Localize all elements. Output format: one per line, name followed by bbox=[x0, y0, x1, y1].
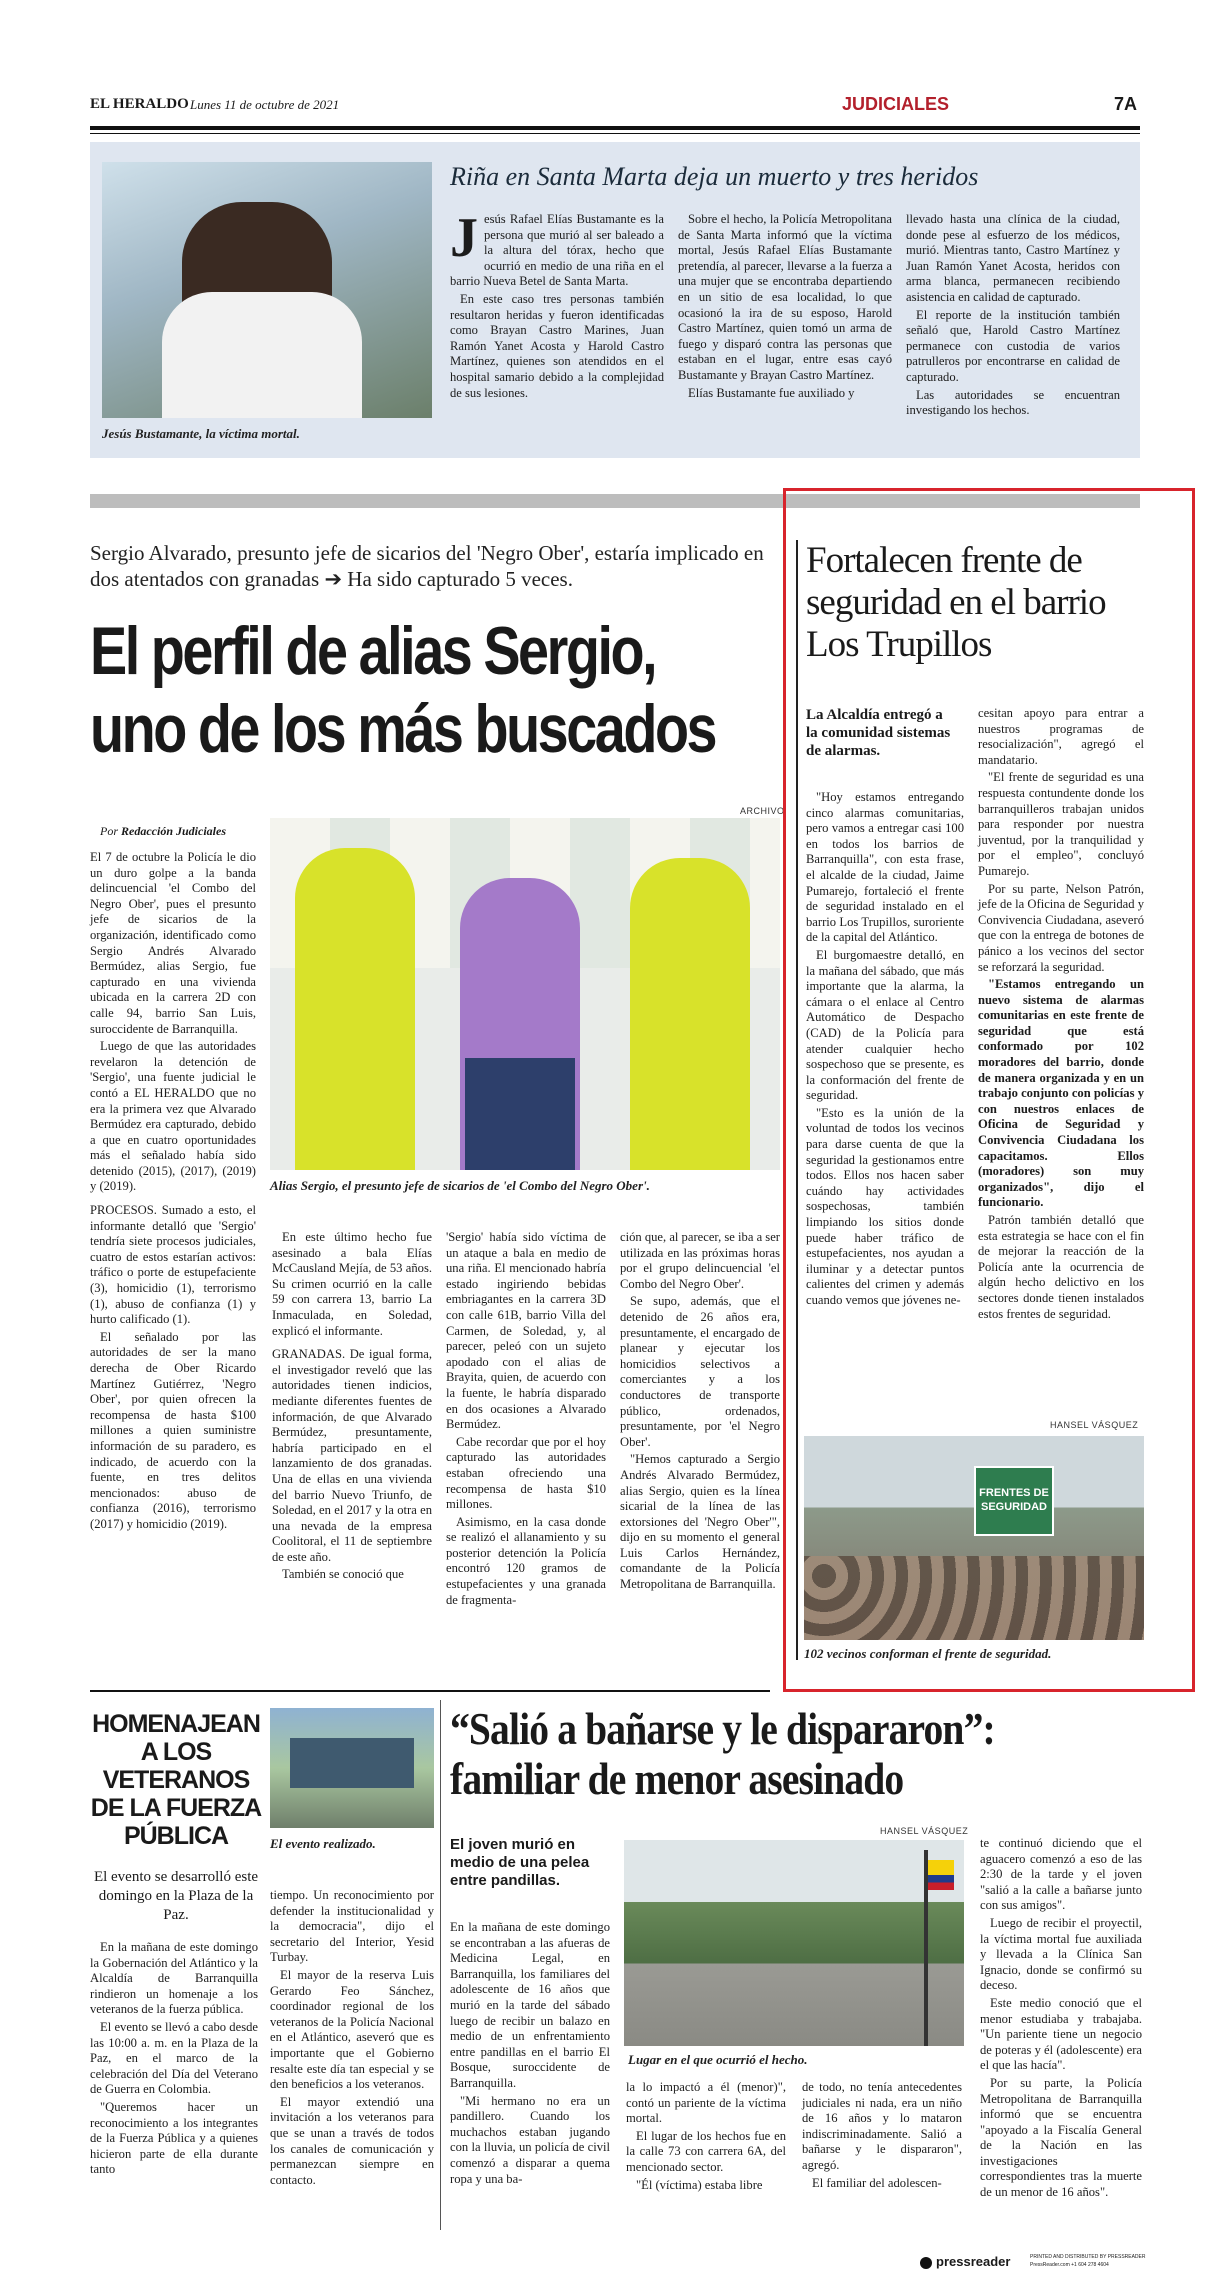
paragraph: En la mañana de este domingo la Gobernación del Atlántico y la Alcaldía de Barranquilla rindieron un homenaje a los veteranos de la fuerza pública. bbox=[90, 1940, 258, 2017]
crime-scene-photo bbox=[624, 1840, 964, 2046]
paragraph: "Él (víctima) estaba libre bbox=[636, 2177, 763, 2192]
bottom-headline-line1: “Salió a bañarse y le dispararon”: bbox=[450, 1703, 995, 1754]
boxed-story-subhead: La Alcaldía entregó a la comunidad sistemas de alarmas. bbox=[806, 707, 951, 759]
veterans-photo-caption: El evento realizado. bbox=[270, 1836, 376, 1851]
main-col3 bbox=[446, 1230, 606, 1610]
issue-date: Lunes 11 de octubre de 2021 bbox=[190, 97, 340, 112]
paragraph: "Queremos hacer un reconocimiento a los integrantes de la Fuerza Pública y a quienes hicieron parte de ella durante tanto bbox=[90, 2099, 258, 2177]
kicker-tail: Ha sido capturado 5 veces. bbox=[347, 567, 573, 591]
main-col2 bbox=[272, 1230, 432, 1585]
header-rule-thin bbox=[90, 133, 1140, 134]
bottom-subhead: El joven murió en medio de una pelea entre pandillas. bbox=[450, 1836, 590, 1889]
boxed-story-rule bbox=[796, 540, 798, 1660]
community-photo bbox=[804, 1436, 1144, 1640]
paper-name: EL HERALDO bbox=[90, 96, 189, 112]
paragraph: El señalado por las autoridades de ser la mano derecha de Ober Ricardo Martínez Gutiérrez, 'Negro Ober', por quien ofrecen la recompensa de hasta $100 millones a quien suministre información de su paradero, es indicado, de acuerdo con la fuente, en tres delitos mencionados: abuso de confianza (2016), terrorismo (2017) y homicidio (2019). bbox=[90, 1329, 256, 1531]
top-story-caption: Jesús Bustamante, la víctima mortal. bbox=[102, 426, 300, 441]
main-col4 bbox=[620, 1230, 780, 1595]
paragraph: Luego de recibir el proyectil, la víctima mortal fue auxiliada y llevada a la Clínica San Ignacio, donde se confirmó su deceso. bbox=[980, 1915, 1142, 1993]
paragraph: tiempo. Un reconocimiento por defender la institucionalidad y la democracia", dijo el secretario del Interior, Yesid Turbay. bbox=[270, 1888, 434, 1965]
paragraph: Cabe recordar que por el hoy capturado las autoridades estaban ofreciendo una recompensa de hasta $10 millones. bbox=[446, 1434, 606, 1512]
paragraph: Por su parte, la Policía Metropolitana de Barranquilla informó que se encuentra "apoyado a la Fiscalía General de la Nación en las investigaciones correspondientes tras la muerte de un menor de 16 años". bbox=[980, 2075, 1142, 2200]
paragraph: "Hoy estamos entregando cinco alarmas comunitarias, pero vamos a entregar casi 100 en todos los barrios de Barranquilla", con esta frase, el alcalde de la ciudad, Jaime Pumarejo, fortaleció el frente de seguridad instalado en el barrio Los Trupillos, suroriente de la capital del Atlántico. bbox=[806, 790, 964, 945]
main-kicker bbox=[90, 540, 770, 592]
pressreader-logo-icon bbox=[920, 2257, 932, 2269]
main-headline-line2: uno de los más buscados bbox=[90, 691, 716, 767]
paragraph: Por su parte, Nelson Patrón, jefe de la Oficina de Seguridad y Convivencia Ciudadana, aseveró que con la entrega de botones de pánico a los vecinos del sector se reforzará la seguridad. bbox=[978, 881, 1144, 974]
bottom-photo-credit: HANSEL VÁSQUEZ bbox=[880, 1826, 969, 1836]
veterans-col2 bbox=[270, 1888, 434, 2190]
bottom-col4 bbox=[980, 1836, 1142, 2203]
top-story-col1 bbox=[450, 207, 664, 403]
paragraph: llevado hasta una clínica de la ciudad, donde pese al esfuerzo de los médicos, murió. Mientras tanto, Castro Martínez y Juan Ramón Yanet Acosta, heridos con arma blanca, permanecen recibiendo asistencia en calidad de capturado. bbox=[906, 212, 1120, 304]
paragraph: Sobre el hecho, la Policía Metropolitana de Santa Marta informó que la víctima mortal, Jesús Rafael Elías Bustamante pretendía, al parecer, llevarse a la fuerza a una mujer que se encontraba departiendo en un sitio de esa localidad, lo que ocasionó la ira de su esposo, Harold Castro Martínez, quien tomó un arma de fuego y disparó contra las personas que estaban en el lugar, entre esas cayó Bustamante y Brayan Castro Martínez. bbox=[678, 212, 892, 382]
boxed-story-title: Fortalecen frente de seguridad en el barrio Los Trupillos bbox=[806, 540, 1106, 665]
detainee-jeans bbox=[465, 1058, 575, 1170]
paragraph: "El frente de seguridad es una respuesta contundente donde los barranquilleros trabajan unidos para responder por nuestra juventud, por la tranquilidad y por el empleo", concluyó Pumarejo. bbox=[978, 770, 1144, 878]
paragraph: El familiar del adolescen- bbox=[812, 2175, 942, 2190]
paragraph: "Mi hermano no era un pandillero. Cuando los muchachos estaban jugando con la lluvia, un policía de civil comenzó a disparar a quema ropa y una ba- bbox=[450, 2093, 610, 2186]
arrest-photo-caption: Alias Sergio, el presunto jefe de sicarios de 'el Combo del Negro Ober'. bbox=[270, 1178, 650, 1193]
boxed-col2 bbox=[978, 706, 1144, 1324]
paragraph: te continuó diciendo que el aguacero comenzó a eso de las 2:30 de la tarde y el joven "salió a la calle a bañarse junto con sus amigos". bbox=[980, 1836, 1142, 1913]
victim-shirt bbox=[162, 292, 362, 418]
officer-right bbox=[630, 858, 750, 1170]
paragraph: ción que, al parecer, se iba a ser utilizada en las próximas horas por el grupo delincuencial 'el Combo del Negro Ober'. bbox=[620, 1230, 780, 1291]
veterans-photo bbox=[270, 1708, 434, 1828]
paragraph: En este último hecho fue asesinado a bala Elías McCausland Mejía, de 53 años. Su crimen ocurrió en la calle 59 con carrera 13, barrio La Inmaculada, en Soledad, explicó el informante. bbox=[272, 1230, 432, 1338]
dropcap: J bbox=[450, 207, 478, 269]
paragraph: Elías Bustamante fue auxiliado y bbox=[688, 385, 855, 400]
paragraph: Las autoridades se encuentran investigando los hechos. bbox=[906, 387, 1120, 418]
paragraph: GRANADAS. De igual forma, el investigador reveló que las autoridades tienen indicios, mediante diferentes fuentes de información, de que Alvarado Bermúdez, presuntamente, habría participado en el lanzamiento de dos granadas. Una de ellas en una vivienda del barrio Nuevo Triunfo, de Soledad, en el 2017 y la otra en una nevada de la empresa Coolitoral, el 11 de septiembre de este año. bbox=[272, 1347, 432, 1564]
main-col1 bbox=[90, 850, 256, 1535]
byline-author: Redacción Judiciales bbox=[121, 824, 226, 838]
paragraph: de todo, no tenía antecedentes judiciales ni nada, era un niño de 16 años y lo mataron indiscriminadamente. Salió a bañarse y le dispararon", agregó. bbox=[802, 2080, 962, 2172]
paragraph: El burgomaestre detalló, en la mañana del sábado, que más importante que la alarma, la cámara o el enlace al Centro Automático de Despacho (CAD) de la Policía para atender cualquier hecho sospechoso que se presente, es la conformación del frente de seguridad. bbox=[806, 947, 964, 1103]
vertical-divider bbox=[440, 1700, 441, 2230]
kicker-text: Sergio Alvarado, presunto jefe de sicarios del 'Negro Ober', estaría implicado en dos atentados con granadas bbox=[90, 541, 764, 591]
top-story-col2 bbox=[678, 212, 892, 403]
pressreader-url: PressReader.com +1 604 278 4604 bbox=[1030, 2262, 1109, 2268]
flag bbox=[928, 1860, 954, 1890]
paragraph: El evento se llevó a cabo desde las 10:00 a. m. en la Plaza de la Paz, en el marco de la celebración del Día del Veterano de Guerra en Colombia. bbox=[90, 2019, 258, 2097]
paragraph: "Hemos capturado a Sergio Andrés Alvarado Bermúdez, alias Sergio, quien es la línea sicarial de la línea de las extorsiones del 'Negro Ober'", dijo en su momento el general Luis Carlos Hernández, comandante de la Policía Metropolitana de Barranquilla. bbox=[620, 1452, 780, 1592]
paragraph: También se conoció que bbox=[282, 1567, 404, 1582]
paragraph: Patrón también detalló que esta estrategia se hace con el fin de mejorar la reacción de la Policía ante la ocurrencia de algún hecho delictivo en los sectores donde tienen instalados estos frentes de seguridad. bbox=[978, 1213, 1144, 1321]
pressreader-footer bbox=[920, 2254, 1160, 2274]
top-story-title: Riña en Santa Marta deja un muerto y tres heridos bbox=[450, 162, 979, 191]
veterans-title: HOMENAJEAN A LOS VETERANOS DE LA FUERZA PÚBLICA bbox=[90, 1710, 262, 1850]
boxed-photo-credit: HANSEL VÁSQUEZ bbox=[1050, 1420, 1139, 1430]
pressreader-legal: PRINTED AND DISTRIBUTED BY PRESSREADER bbox=[1030, 2254, 1146, 2260]
paragraph: El 7 de octubre la Policía le dio un duro golpe a la banda delincuencial 'el Combo del Negro Ober', pues el presunto jefe de sicarios de la organización, identificado como Sergio Andrés Alvarado Bermúdez, alias Sergio, fue capturado en una vivienda ubicada en la carrera 2D con calle 94, barrio San Luis, suroccidente de Barranquilla. bbox=[90, 850, 256, 1036]
paragraph: cesitan apoyo para entrar a nuestros programas de resocialización", agregó el mandatario. bbox=[978, 706, 1144, 767]
boxed-col1 bbox=[806, 790, 964, 1311]
paragraph: El lugar de los hechos fue en la calle 73 con carrera 6A, del mencionado sector. bbox=[626, 2128, 786, 2174]
paragraph: El reporte de la institución también señaló que, Harold Castro Martínez permanece con custodia de varios patrulleros por encontrarse en calidad de capturado. bbox=[906, 307, 1120, 384]
page-number: 7A bbox=[1114, 94, 1138, 114]
frentes-banner: FRENTES DE SEGURIDAD bbox=[974, 1466, 1054, 1536]
arrow-icon: ➔ bbox=[324, 567, 343, 591]
paragraph: esús Rafael Elías Bustamante es la persona que murió al ser baleado a la altura del tórax, hecho que ocurrió en medio de una riña en el barrio Nueva Betel de Santa Marta. bbox=[450, 212, 664, 289]
bottom-col3 bbox=[802, 2080, 962, 2193]
top-story-box bbox=[90, 142, 1140, 458]
paragraph: "Estamos entregando un nuevo sistema de alarmas comunitarias en este frente de seguridad que está conformado por 102 moradores del barrio, donde de manera organizada y en un trabajo conjunto con policías y con nuestros enlaces de Oficina de Seguridad y Convivencia Ciudadana los capacitamos. Ellos (moradores) son muy organizados", dijo el funcionario. bbox=[978, 977, 1144, 1210]
paragraph: Luego de que las autoridades revelaron la detención de 'Sergio', una fuente judicial le contó a EL HERALDO que no era la primera vez que Alvarado Bermúdez era capturado, debido a que en cuatro oportunidades más el señalado había sido detenido (2015), (2017), (2019) y (2019). bbox=[90, 1039, 256, 1194]
masthead bbox=[90, 96, 1140, 136]
bottom-headline-line2: familiar de menor asesinado bbox=[450, 1753, 904, 1804]
victim-photo bbox=[102, 162, 432, 418]
section-name: JUDICIALES bbox=[842, 94, 950, 114]
paragraph: la lo impactó a él (menor)", contó un pariente de la víctima mortal. bbox=[626, 2080, 786, 2126]
arrest-photo bbox=[270, 818, 780, 1170]
top-story-col3 bbox=[906, 212, 1120, 421]
paragraph: 'Sergio' había sido víctima de un ataque a bala en medio de una riña. El mencionado habría estado ingiriendo bebidas embriagantes en la carrera 3D con calle 61B, barrio Villa del Carmen, de Soledad, y, al parecer, peleó con un sujeto apodado con el alias de Brayita, quien, de acuerdo con la fuente, le habría disparado en dos ocasiones a Alvarado Bermúdez. bbox=[446, 1230, 606, 1432]
veterans-subhead: El evento se desarrolló este domingo en la Plaza de la Paz. bbox=[93, 1869, 259, 1923]
paragraph: El mayor de la reserva Luis Gerardo Feo Sánchez, coordinador regional de los veteranos de la Policía Nacional en el Atlántico, aseveró que es importante que el Gobierno resalte este día tan especial y se den beneficios a los veteranos. bbox=[270, 1967, 434, 2092]
paragraph: Asimismo, en la casa donde se realizó el allanamiento y su posterior detención la Policía encontró 120 gramos de estupefacientes y una granada de fragmenta- bbox=[446, 1514, 606, 1607]
community-photo-caption: 102 vecinos conforman el frente de seguridad. bbox=[804, 1646, 1052, 1661]
paragraph: En este caso tres personas también resultaron heridas y fueron identificadas como Brayan Castro Marines, Juan Ramón Yanet Acosta y Harold Castro Martínez, quienes son atendidos en el hospital samario debido a la complejidad de sus lesiones. bbox=[450, 291, 664, 400]
main-headline-line1: El perfil de alias Sergio, bbox=[90, 613, 656, 689]
bottom-col2 bbox=[626, 2080, 786, 2195]
crowd bbox=[804, 1556, 1144, 1640]
bottom-col1 bbox=[450, 1920, 610, 2189]
veterans-col1 bbox=[90, 1940, 258, 2180]
bottom-headline bbox=[450, 1704, 1052, 1804]
paragraph: PROCESOS. Sumado a esto, el informante detalló que 'Sergio' tendría siete procesos judiciales, cuatro de estos estarían activos: tráfico o porte de estupefaciente (3), homicidio (1), terrorismo (1), abuso de confianza (1) y hurto calificado (1). bbox=[90, 1203, 256, 1327]
main-photo-credit: ARCHIVO bbox=[740, 806, 785, 816]
officer-left bbox=[295, 848, 415, 1170]
paragraph: Este medio conoció que el menor estudiaba y trabajaba. "Un pariente tiene un negocio de poteras y él (adolescente) era el que las hacía". bbox=[980, 1995, 1142, 2073]
main-headline bbox=[90, 612, 716, 768]
paragraph: Se supo, además, que el detenido de 26 años era, presuntamente, el encargado de planear y ejecutar los homicidios selectivos a comerciantes y a los conductores de transporte público, ordenados, presuntamente, por 'el Negro Ober'. bbox=[620, 1294, 780, 1449]
paragraph: El mayor extendió una invitación a los veteranos para que se unan a través de todos los canales de comunicación y permanezcan siempre en contacto. bbox=[270, 2094, 434, 2187]
header-rule bbox=[90, 126, 1140, 130]
crime-scene-caption: Lugar en el que ocurrió el hecho. bbox=[628, 2052, 808, 2067]
byline-prefix: Por bbox=[100, 824, 118, 838]
stage bbox=[290, 1738, 414, 1788]
bottom-rule bbox=[90, 1690, 770, 1692]
byline bbox=[100, 824, 226, 839]
paragraph: En la mañana de este domingo se encontraban a las afueras de Medicina Legal, en Barranquilla, los familiares del adolescente de 16 años que murió en la tarde del sábado luego de recibir un balazo en medio de un enfrentamiento entre pandillas en el barrio El Bosque, suroccidente de Barranquilla. bbox=[450, 1920, 610, 2090]
paragraph: "Esto es la unión de la voluntad de todos los vecinos para darse cuenta de que la seguridad la gestionamos entre todos. Ellos nos hacen saber cuándo hay actividades sospechosas, también limpiando los sitios donde puede haber tráfico de estupefacientes, nos ayudan a iluminar y a detectar puntos calientes del crimen y además cuando vemos que jóvenes ne- bbox=[806, 1105, 964, 1307]
pressreader-brand: pressreader bbox=[936, 2254, 1011, 2269]
